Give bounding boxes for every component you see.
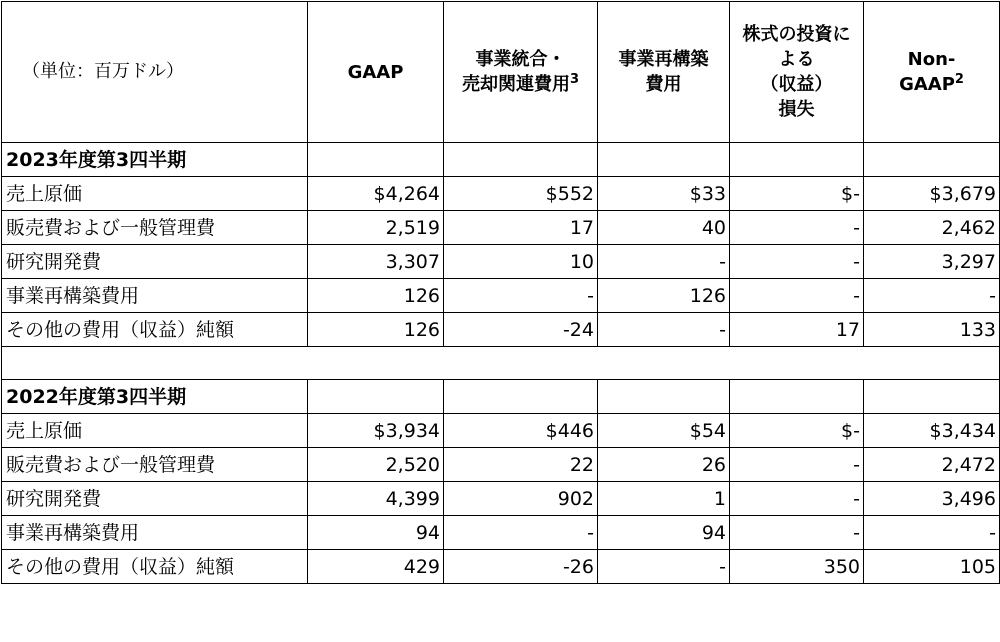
table-row (2, 279, 1000, 313)
table-row (2, 313, 1000, 347)
cell-value: 4,399 (308, 482, 444, 516)
cell-value: $4,264 (308, 177, 444, 211)
cell-value: - (444, 516, 598, 550)
col-header-integration-costs (444, 2, 598, 143)
cell-value: 126 (308, 313, 444, 347)
col-header-line: よる (778, 49, 815, 70)
col-header-line: 損失 (778, 99, 815, 120)
table-row (2, 482, 1000, 516)
empty-cell (598, 143, 730, 177)
cell-value: - (864, 279, 1000, 313)
cell-value: 350 (730, 550, 864, 584)
cell-value: 17 (444, 211, 598, 245)
cell-value: - (730, 279, 864, 313)
row-label: その他の費用（収益）純額 (2, 550, 308, 584)
cell-value: 2,462 (864, 211, 1000, 245)
row-label: その他の費用（収益）純額 (2, 313, 308, 347)
cell-value: $3,434 (864, 414, 1000, 448)
col-header-gaap-line: GAAP (347, 61, 404, 83)
empty-cell (444, 380, 598, 414)
col-header-line: 事業統合・ (475, 49, 566, 70)
cell-value: - (864, 516, 1000, 550)
financial-table (1, 1, 1000, 584)
cell-value: 94 (598, 516, 730, 550)
col-header-line: （収益） (760, 74, 833, 95)
col-header-investment-loss (730, 2, 864, 143)
cell-value: 3,496 (864, 482, 1000, 516)
separator-cell (2, 347, 1000, 380)
table-row (2, 245, 1000, 279)
cell-value: 429 (308, 550, 444, 584)
cell-value: - (730, 482, 864, 516)
cell-value: 2,520 (308, 448, 444, 482)
cell-value: $552 (444, 177, 598, 211)
footnote-marker: 3 (569, 72, 580, 87)
col-header-gaap (308, 2, 444, 143)
empty-cell (730, 380, 864, 414)
empty-cell (864, 143, 1000, 177)
cell-value: $- (730, 177, 864, 211)
cell-value: -26 (444, 550, 598, 584)
empty-cell (444, 143, 598, 177)
row-label: 売上原価 (2, 414, 308, 448)
row-label: 研究開発費 (2, 482, 308, 516)
row-label: 販売費および一般管理費 (2, 448, 308, 482)
cell-value: - (598, 245, 730, 279)
table-row (2, 516, 1000, 550)
cell-value: - (598, 313, 730, 347)
cell-value: 126 (598, 279, 730, 313)
col-header-line: Non- (907, 49, 956, 70)
col-header-line: 株式の投資に (742, 24, 851, 45)
cell-value: 2,472 (864, 448, 1000, 482)
cell-value: 40 (598, 211, 730, 245)
table-row (2, 211, 1000, 245)
cell-value: 10 (444, 245, 598, 279)
cell-value: -24 (444, 313, 598, 347)
row-label: 事業再構築費用 (2, 516, 308, 550)
cell-value: 133 (864, 313, 1000, 347)
cell-value: - (730, 211, 864, 245)
cell-value: $33 (598, 177, 730, 211)
empty-cell (308, 143, 444, 177)
table-row (2, 448, 1000, 482)
footnote-marker: 2 (954, 72, 964, 87)
unit-label: （単位：百万ドル） (2, 2, 308, 143)
separator-row (2, 347, 1000, 380)
cell-value: 2,519 (308, 211, 444, 245)
col-header-restructuring (598, 2, 730, 143)
col-header-line: 費用 (645, 74, 682, 95)
cell-value: - (730, 245, 864, 279)
col-header-line: 事業再構築 (618, 49, 709, 70)
row-label: 販売費および一般管理費 (2, 211, 308, 245)
cell-value: 94 (308, 516, 444, 550)
cell-value: $54 (598, 414, 730, 448)
empty-cell (308, 380, 444, 414)
cell-value: 105 (864, 550, 1000, 584)
empty-cell (730, 143, 864, 177)
cell-value: 3,297 (864, 245, 1000, 279)
header-row (2, 2, 1000, 143)
cell-value: 22 (444, 448, 598, 482)
cell-value: 902 (444, 482, 598, 516)
empty-cell (864, 380, 1000, 414)
cell-value: - (730, 448, 864, 482)
row-label: 研究開発費 (2, 245, 308, 279)
col-header-line: GAAP (899, 74, 955, 95)
table-row (2, 177, 1000, 211)
cell-value: 17 (730, 313, 864, 347)
cell-value: $3,679 (864, 177, 1000, 211)
section-title: 2022年度第3四半期 (2, 380, 308, 414)
cell-value: - (444, 279, 598, 313)
section-title-row (2, 380, 1000, 414)
cell-value: $446 (444, 414, 598, 448)
cell-value: - (598, 550, 730, 584)
section-title: 2023年度第3四半期 (2, 143, 308, 177)
cell-value: $3,934 (308, 414, 444, 448)
cell-value: - (730, 516, 864, 550)
cell-value: 26 (598, 448, 730, 482)
table-row (2, 550, 1000, 584)
table-row (2, 414, 1000, 448)
cell-value: 3,307 (308, 245, 444, 279)
cell-value: 1 (598, 482, 730, 516)
col-header-line: 売却関連費用 (461, 74, 570, 95)
cell-value: $- (730, 414, 864, 448)
section-title-row (2, 143, 1000, 177)
cell-value: 126 (308, 279, 444, 313)
row-label: 売上原価 (2, 177, 308, 211)
empty-cell (598, 380, 730, 414)
row-label: 事業再構築費用 (2, 279, 308, 313)
col-header-non-gaap (864, 2, 1000, 143)
